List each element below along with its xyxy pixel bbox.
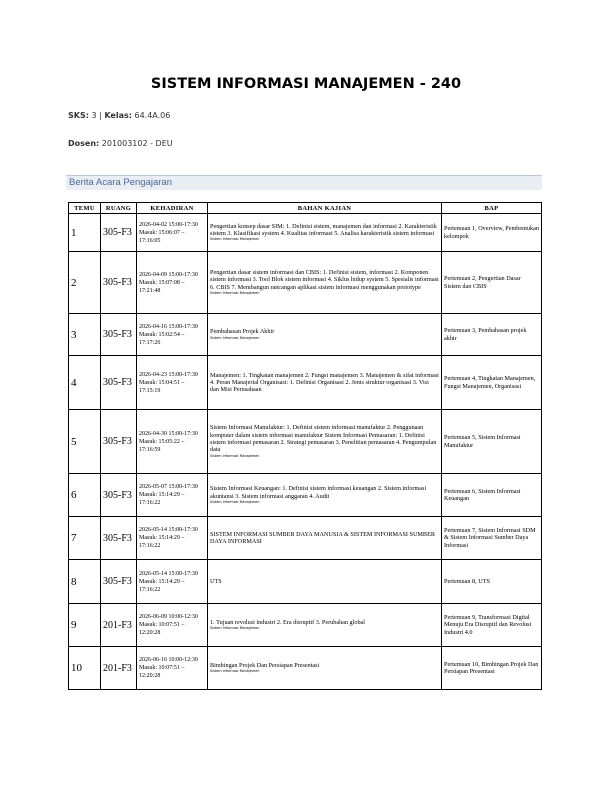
jadwal: 2026-04-30 15:00-17:30 xyxy=(139,430,198,437)
column-header-bap: BAP xyxy=(442,203,542,214)
masuk: Masuk: 15:07:08 – 17:21:48 xyxy=(139,279,185,294)
cell-kehadiran xyxy=(137,517,208,560)
bahan-source: Sistem Informasi Manajemen xyxy=(210,453,260,458)
bahan-text: 1. Tujuan revolusi industri 2. Era disruptif 3. Perubahan global xyxy=(210,618,366,626)
course-meta-sks-kelas: SKS: 3 | Kelas: 64.4A.06 xyxy=(68,111,171,120)
jadwal: 2026-04-02 15:00-17:30 xyxy=(139,221,198,228)
column-header-ruang: RUANG xyxy=(101,203,137,214)
cell-ruang: 305-F3 xyxy=(101,252,137,314)
table-row xyxy=(69,356,542,410)
jadwal: 2026-04-16 15:00-17:30 xyxy=(139,323,198,330)
cell-bap: Pertemuan 5, Sistem Informasi Manufaktur xyxy=(442,410,542,474)
bahan-text: Sistem Informasi Manufaktur: 1. Definisi sistem informasi manufaktur 2. Penggunaan komputer dalam sistem informasi manufaktur Sistem Informasi Pemasaran: 1. Definisi sistem informasi pemasaran 2. Strategi pemasaran 3. Penelitian pemasaran 4. Pengumpulan data xyxy=(210,424,437,454)
bahan-text: Pengertian konsep dasar SIM: 1. Definisi sistem, manajemen dan informasi 2. Karakteristik sistem 3. Klasifikasi system 4. Kualitas informasi 5. Analisa karakteristik sistem informasi xyxy=(210,222,437,237)
kelas-value: 64.4A.06 xyxy=(134,111,171,120)
table-row xyxy=(69,647,542,690)
dosen-value: 201003102 - DEU xyxy=(101,139,173,148)
cell-kehadiran xyxy=(137,474,208,517)
jadwal: 2026-05-07 15:00-17:30 xyxy=(139,484,198,490)
cell-bap: Pertemuan 4, Tingkatan Manajemen, Fungsi Manajemen, Organisasi xyxy=(442,356,542,410)
section-title: Berita Acara Pengajaran xyxy=(69,177,172,188)
table-row xyxy=(69,474,542,517)
cell-kehadiran xyxy=(137,410,208,474)
jadwal: 2026-06-09 10:00-12:30 xyxy=(139,614,198,620)
cell-bap: Pertemuan 10, Bimbingan Projek Dan Persiapan Presentasi xyxy=(442,647,542,690)
dosen-label: Dosen: xyxy=(68,139,100,148)
cell-bap: Pertemuan 1, Overview, Pembentukan kelompok xyxy=(442,214,542,252)
masuk: Masuk: 10:07:51 – 12:20:28 xyxy=(139,622,185,636)
cell-kehadiran xyxy=(137,560,208,604)
cell-temu: 5 xyxy=(69,410,101,474)
course-meta-dosen xyxy=(68,139,173,148)
cell-bap: Pertemuan 8, UTS xyxy=(442,560,542,604)
column-header-kehadiran: KEHADIRAN xyxy=(137,203,208,214)
masuk: Masuk: 15:14:29 – 17:16:22 xyxy=(139,535,185,549)
table-row xyxy=(69,252,542,314)
cell-temu: 9 xyxy=(69,604,101,647)
table-row xyxy=(69,604,542,647)
cell-kehadiran xyxy=(137,252,208,314)
bap-table xyxy=(68,202,542,690)
cell-temu: 3 xyxy=(69,314,101,356)
cell-kehadiran xyxy=(137,314,208,356)
bahan-source: Sistem Informasi Manajemen xyxy=(210,669,260,674)
cell-ruang: 305-F3 xyxy=(101,356,137,410)
bahan-text: Pembahasan Projek Akhir xyxy=(210,328,275,336)
cell-ruang: 305-F3 xyxy=(101,517,137,560)
cell-kehadiran xyxy=(137,214,208,252)
cell-ruang: 201-F3 xyxy=(101,647,137,690)
bahan-source: Sistem Informasi Manajemen xyxy=(210,626,260,631)
cell-temu: 7 xyxy=(69,517,101,560)
sks-value: 3 xyxy=(91,111,97,120)
bahan-source: Sistem Informasi Manajemen xyxy=(210,290,260,295)
bahan-source: Sistem Informasi Manajemen xyxy=(210,335,260,340)
cell-bahan-kajian xyxy=(208,647,442,690)
cell-ruang: 305-F3 xyxy=(101,410,137,474)
table-row xyxy=(69,560,542,604)
cell-bahan-kajian xyxy=(208,356,442,410)
cell-ruang: 305-F3 xyxy=(101,560,137,604)
cell-bahan-kajian xyxy=(208,214,442,252)
cell-bahan-kajian xyxy=(208,252,442,314)
cell-temu: 10 xyxy=(69,647,101,690)
bahan-text: SISTEM INFORMASI SUMBER DAYA MANUSIA & SISTEM INFORMASI SUMBER DAYA INFORMASI xyxy=(210,530,435,545)
cell-kehadiran xyxy=(137,604,208,647)
column-header-bahan-kajian: BAHAN KAJIAN xyxy=(208,203,442,214)
sks-label: SKS: xyxy=(68,111,89,120)
masuk: Masuk: 15:14:29 – 17:16:22 xyxy=(139,578,185,593)
kelas-label: Kelas: xyxy=(104,111,132,120)
masuk: Masuk: 15:14:29 – 17:16:22 xyxy=(139,492,185,506)
cell-temu: 6 xyxy=(69,474,101,517)
table-row xyxy=(69,410,542,474)
jadwal: 2026-04-23 15:00-17:30 xyxy=(139,371,198,378)
cell-temu: 1 xyxy=(69,214,101,252)
bahan-source: Sistem Informasi Manajemen xyxy=(210,237,260,242)
bahan-text: Manajemen: 1. Tingkatan manajemen 2. Fungsi manajemen 3. Manajemen & sifat informasi 4. Peran Manajerial Organisasi: 1. Definisi Organisasi 2. Jenis struktur organisasi 3. Visi dan Misi Perusahaan xyxy=(210,371,439,394)
bahan-source: Sistem Informasi Manajemen xyxy=(210,499,260,504)
cell-bahan-kajian xyxy=(208,517,442,560)
cell-ruang: 201-F3 xyxy=(101,604,137,647)
table-row xyxy=(69,517,542,560)
table-row xyxy=(69,214,542,252)
section-header xyxy=(66,175,542,190)
masuk: Masuk: 15:04:51 – 17:15:19 xyxy=(139,379,185,394)
cell-temu: 8 xyxy=(69,560,101,604)
bahan-text: Sistem Informasi Keuangan: 1. Definisi sistem informasi keuangan 2. Sistem informasi akuntansi 3. Sistem informasi anggaran 4. Audit xyxy=(210,485,427,500)
cell-bap: Pertemuan 3, Pembahasan projek akhir xyxy=(442,314,542,356)
masuk: Masuk: 10:07:51 – 12:20:28 xyxy=(139,665,185,679)
cell-bap: Pertemuan 2, Pengertian Dasar Sistem dan CBIS xyxy=(442,252,542,314)
bahan-text: Pengertian dasar sistem informasi dan CBIS: 1. Definisi sistem, informasi 2. Komponen sistem informasi 3. Tool Blok sistem informasi 4. Siklus hidup system 5. Spesialis informasi 6. CBIS 7. Membangun rancangan aplikasi sistem informasi menggunakan prototype xyxy=(210,269,439,291)
cell-bahan-kajian xyxy=(208,410,442,474)
page-title: SISTEM INFORMASI MANAJEMEN - 240 xyxy=(150,76,462,92)
jadwal: 2026-05-14 15:00-17:30 xyxy=(139,570,198,577)
cell-temu: 2 xyxy=(69,252,101,314)
cell-ruang: 305-F3 xyxy=(101,214,137,252)
cell-bap: Pertemuan 6, Sistem Informasi Keuangan xyxy=(442,474,542,517)
cell-bahan-kajian xyxy=(208,314,442,356)
cell-bap: Pertemuan 7, Sistem Informasi SDM & Sistem Informasi Sumber Daya Informasi xyxy=(442,517,542,560)
bahan-text: Bimbingan Projek Dan Persiapan Presentasi xyxy=(210,661,320,669)
masuk: Masuk: 15:06:07 – 17:16:05 xyxy=(139,229,185,244)
column-header-temu: TEMU xyxy=(69,203,101,214)
table-header-row xyxy=(69,203,542,214)
jadwal: 2026-04-09 15:00-17:30 xyxy=(139,271,198,278)
cell-bap: Pertemuan 9, Transformasi Digital Menuju Era Disruptif dan Revolusi Industri 4.0 xyxy=(442,604,542,647)
cell-kehadiran xyxy=(137,356,208,410)
cell-ruang: 305-F3 xyxy=(101,314,137,356)
jadwal: 2026-06-16 10:00-12:30 xyxy=(139,657,198,663)
cell-ruang: 305-F3 xyxy=(101,474,137,517)
cell-bahan-kajian xyxy=(208,604,442,647)
cell-bahan-kajian xyxy=(208,474,442,517)
masuk: Masuk: 15:02:54 – 17:17:20 xyxy=(139,331,185,346)
masuk: Masuk: 15:05:22 – 17:16:59 xyxy=(139,438,185,453)
cell-bahan-kajian xyxy=(208,560,442,604)
table-row xyxy=(69,314,542,356)
cell-temu: 4 xyxy=(69,356,101,410)
bahan-text: UTS xyxy=(210,577,222,585)
jadwal: 2026-05-14 15:00-17:30 xyxy=(139,527,198,533)
cell-kehadiran xyxy=(137,647,208,690)
